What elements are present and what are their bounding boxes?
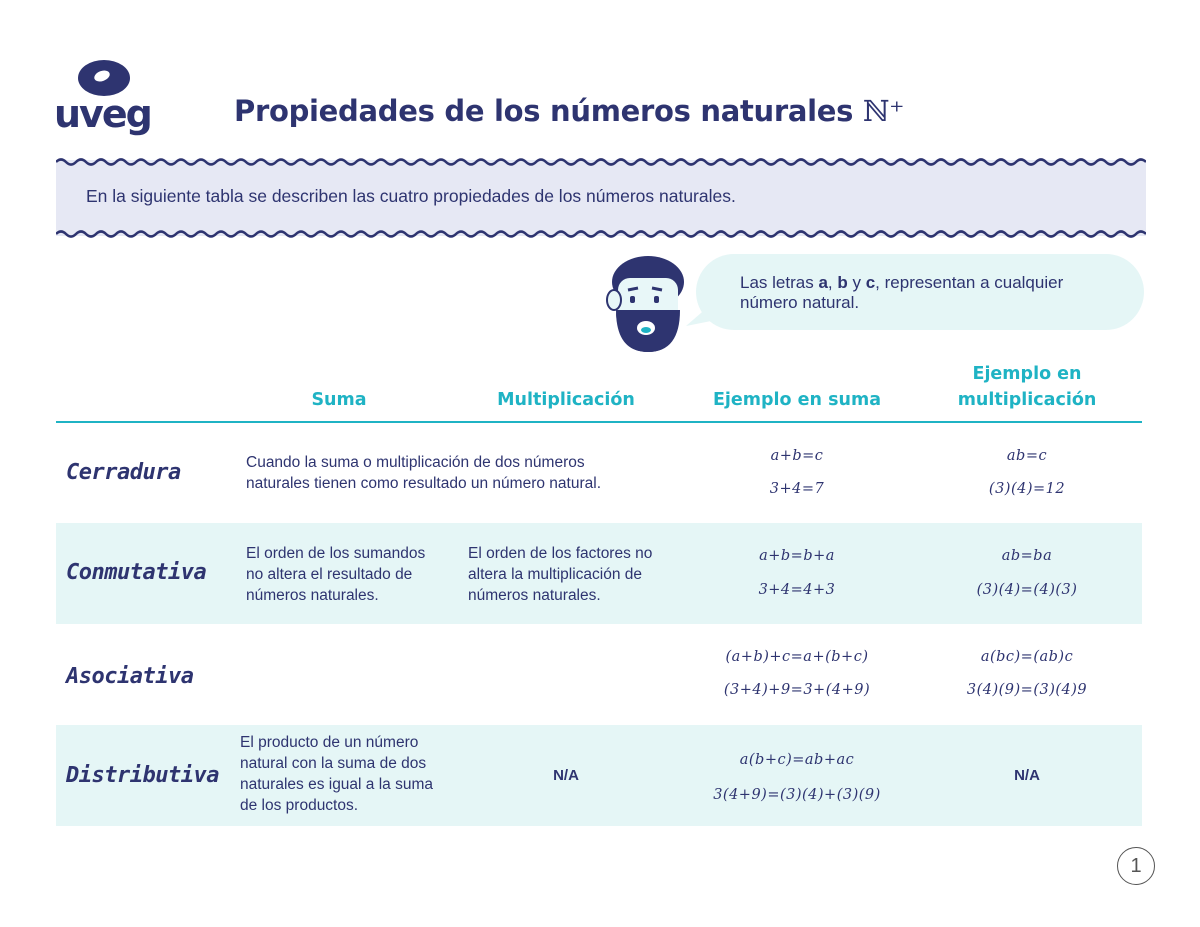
asociativa-ej-mult-num: 3(4)(9)=(3)(4)9 [966, 682, 1088, 698]
banner-top-wave [56, 157, 1146, 167]
cerradura-ej-mult-general: ab=c [1006, 448, 1048, 464]
asociativa-ej-suma-num: (3+4)+9=3+(4+9) [723, 682, 871, 698]
asociativa-ej-mult-general: a(bc)=(ab)c [980, 649, 1074, 665]
cerradura-ej-suma-num: 3+4=7 [769, 481, 825, 497]
speech-bubble-text: Las letras a, b y c, representan a cualquier número natural. [740, 273, 1064, 312]
row-label-asociativa: Asociativa [66, 664, 194, 689]
conmutativa-ej-suma-general: a+b=b+a [759, 548, 835, 564]
distributiva-ej-mult-na: N/A [1014, 767, 1040, 784]
cerradura-ej-suma-general: a+b=c [770, 448, 824, 464]
row-label-conmutativa: Conmutativa [66, 560, 207, 585]
tutor-avatar-icon [602, 252, 690, 356]
distributiva-mult-na: N/A [553, 767, 579, 784]
distributiva-suma-description: El producto de un número natural con la suma de dos naturales es igual a la suma de los productos. [240, 734, 434, 814]
header-multiplicacion: Multiplicación [497, 390, 635, 410]
cerradura-description: Cuando la suma o multiplicación de dos números naturales tienen como resultado un número natural. [246, 454, 601, 492]
speech-bubble-tail [686, 300, 716, 330]
conmutativa-mult-description: El orden de los factores no altera la multiplicación de números naturales. [468, 545, 653, 604]
banner-bottom-wave [56, 229, 1146, 239]
conmutativa-ej-suma-num: 3+4=4+3 [758, 582, 836, 598]
distributiva-ej-suma-num: 3(4+9)=(3)(4)+(3)(9) [713, 787, 881, 803]
title-text: Propiedades de los números naturales [234, 94, 854, 128]
table-row-asociativa [56, 624, 1142, 725]
header-suma: Suma [311, 390, 367, 410]
asociativa-ej-suma-general: (a+b)+c=a+(b+c) [725, 649, 869, 665]
logo-text: uveg [54, 92, 151, 136]
distributiva-ej-suma-general: a(b+c)=ab+ac [739, 752, 855, 768]
natural-set-symbol: ℕ⁺ [862, 94, 905, 128]
row-label-cerradura: Cerradura [66, 460, 181, 485]
row-label-distributiva: Distributiva [66, 763, 219, 788]
header-ejemplo-multiplicacion: Ejemplo en multiplicación [957, 364, 1097, 410]
page-number: 1 [1117, 847, 1155, 885]
page-title [234, 94, 904, 128]
intro-text: En la siguiente tabla se describen las cuatro propiedades de los números naturales. [86, 186, 736, 206]
conmutativa-ej-mult-num: (3)(4)=(4)(3) [976, 582, 1078, 598]
conmutativa-suma-description: El orden de los sumandos no altera el resultado de números naturales. [246, 545, 426, 604]
cerradura-ej-mult-num: (3)(4)=12 [988, 481, 1066, 497]
conmutativa-ej-mult-general: ab=ba [1001, 548, 1053, 564]
header-ejemplo-suma: Ejemplo en suma [712, 390, 882, 410]
